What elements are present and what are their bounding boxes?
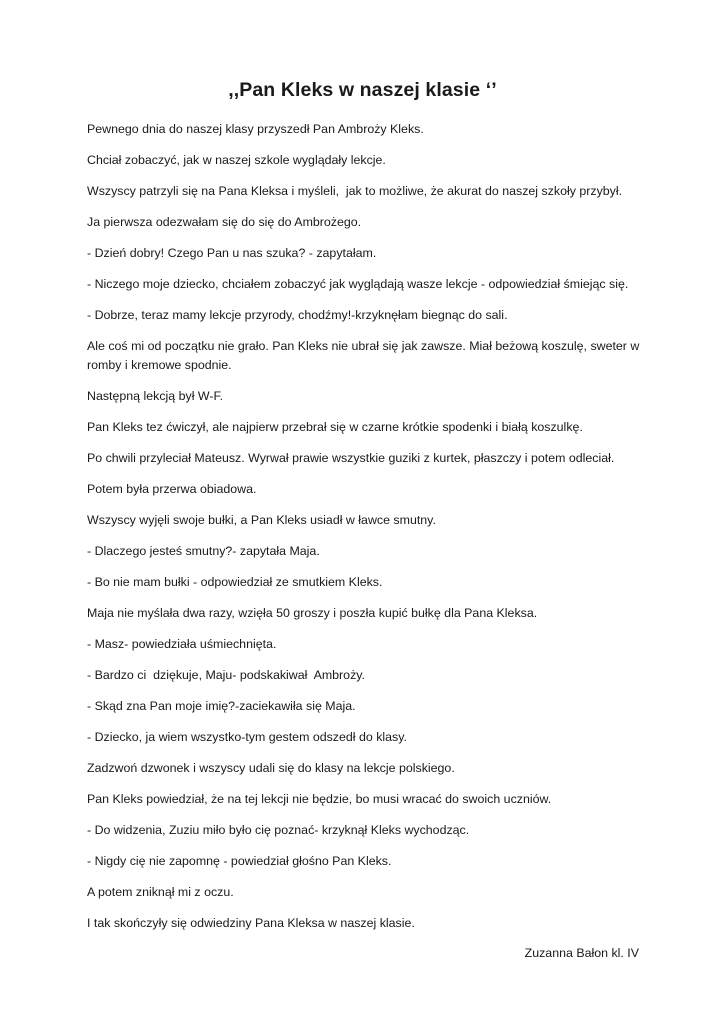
dialogue-line: - Bo nie mam bułki - odpowiedział ze smutkiem Kleks. [87,575,383,589]
dialogue-line: - Dziecko, ja wiem wszystko-tym gestem odszedł do klasy. [87,730,407,744]
paragraph: Pewnego dnia do naszej klasy przyszedł Pan Ambroży Kleks. [87,122,424,136]
author-signature: Zuzanna Bałon kl. IV [524,946,639,960]
paragraph: Ale coś mi od początku nie grało. Pan Kleks nie ubrał się jak zawsze. Miał beżową koszulę, sweter w romby i kremowe spodnie. [87,339,643,372]
paragraph: Maja nie myślała dwa razy, wzięła 50 groszy i poszła kupić bułkę dla Pana Kleksa. [87,606,538,620]
dialogue-line: - Masz- powiedziała uśmiechnięta. [87,637,277,651]
paragraph: Wszyscy wyjęli swoje bułki, a Pan Kleks usiadł w ławce smutny. [87,513,436,527]
paragraph: Chciał zobaczyć, jak w naszej szkole wyglądały lekcje. [87,153,386,167]
paragraph: Wszyscy patrzyli się na Pana Kleksa i myśleli, jak to możliwe, że akurat do naszej szkoły przybył. [87,184,623,198]
dialogue-line: - Niczego moje dziecko, chciałem zobaczyć jak wyglądają wasze lekcje - odpowiedział śmiejąc się. [87,277,629,291]
dialogue-line: - Nigdy cię nie zapomnę - powiedział głośno Pan Kleks. [87,854,392,868]
dialogue-line: - Dlaczego jesteś smutny?- zapytała Maja. [87,544,320,558]
dialogue-line: - Dobrze, teraz mamy lekcje przyrody, chodźmy!-krzyknęłam biegnąc do sali. [87,308,508,322]
paragraph: I tak skończyły się odwiedziny Pana Kleksa w naszej klasie. [87,916,415,930]
paragraph: Zadzwoń dzwonek i wszyscy udali się do klasy na lekcje polskiego. [87,761,455,775]
dialogue-line: - Do widzenia, Zuziu miło było cię poznać- krzyknął Kleks wychodząc. [87,823,470,837]
dialogue-line: - Skąd zna Pan moje imię?-zaciekawiła się Maja. [87,699,356,713]
paragraph: A potem zniknął mi z oczu. [87,885,234,899]
paragraph: Następną lekcją był W-F. [87,389,224,403]
paragraph: Ja pierwsza odezwałam się do się do Ambrożego. [87,215,362,229]
paragraph: Potem była przerwa obiadowa. [87,482,257,496]
page-title: ,,Pan Kleks w naszej klasie ‘’ [228,79,497,101]
paragraph: Pan Kleks tez ćwiczył, ale najpierw przebrał się w czarne krótkie spodenki i białą koszulkę. [87,420,583,434]
dialogue-line: - Dzień dobry! Czego Pan u nas szuka? - zapytałam. [87,246,377,260]
paragraph: Po chwili przyleciał Mateusz. Wyrwał prawie wszystkie guziki z kurtek, płaszczy i potem odleciał. [87,451,615,465]
story-body [87,120,642,945]
paragraph: Pan Kleks powiedział, że na tej lekcji nie będzie, bo musi wracać do swoich uczniów. [87,792,552,806]
dialogue-line: - Bardzo ci dziękuje, Maju- podskakiwał Ambroży. [87,668,365,682]
